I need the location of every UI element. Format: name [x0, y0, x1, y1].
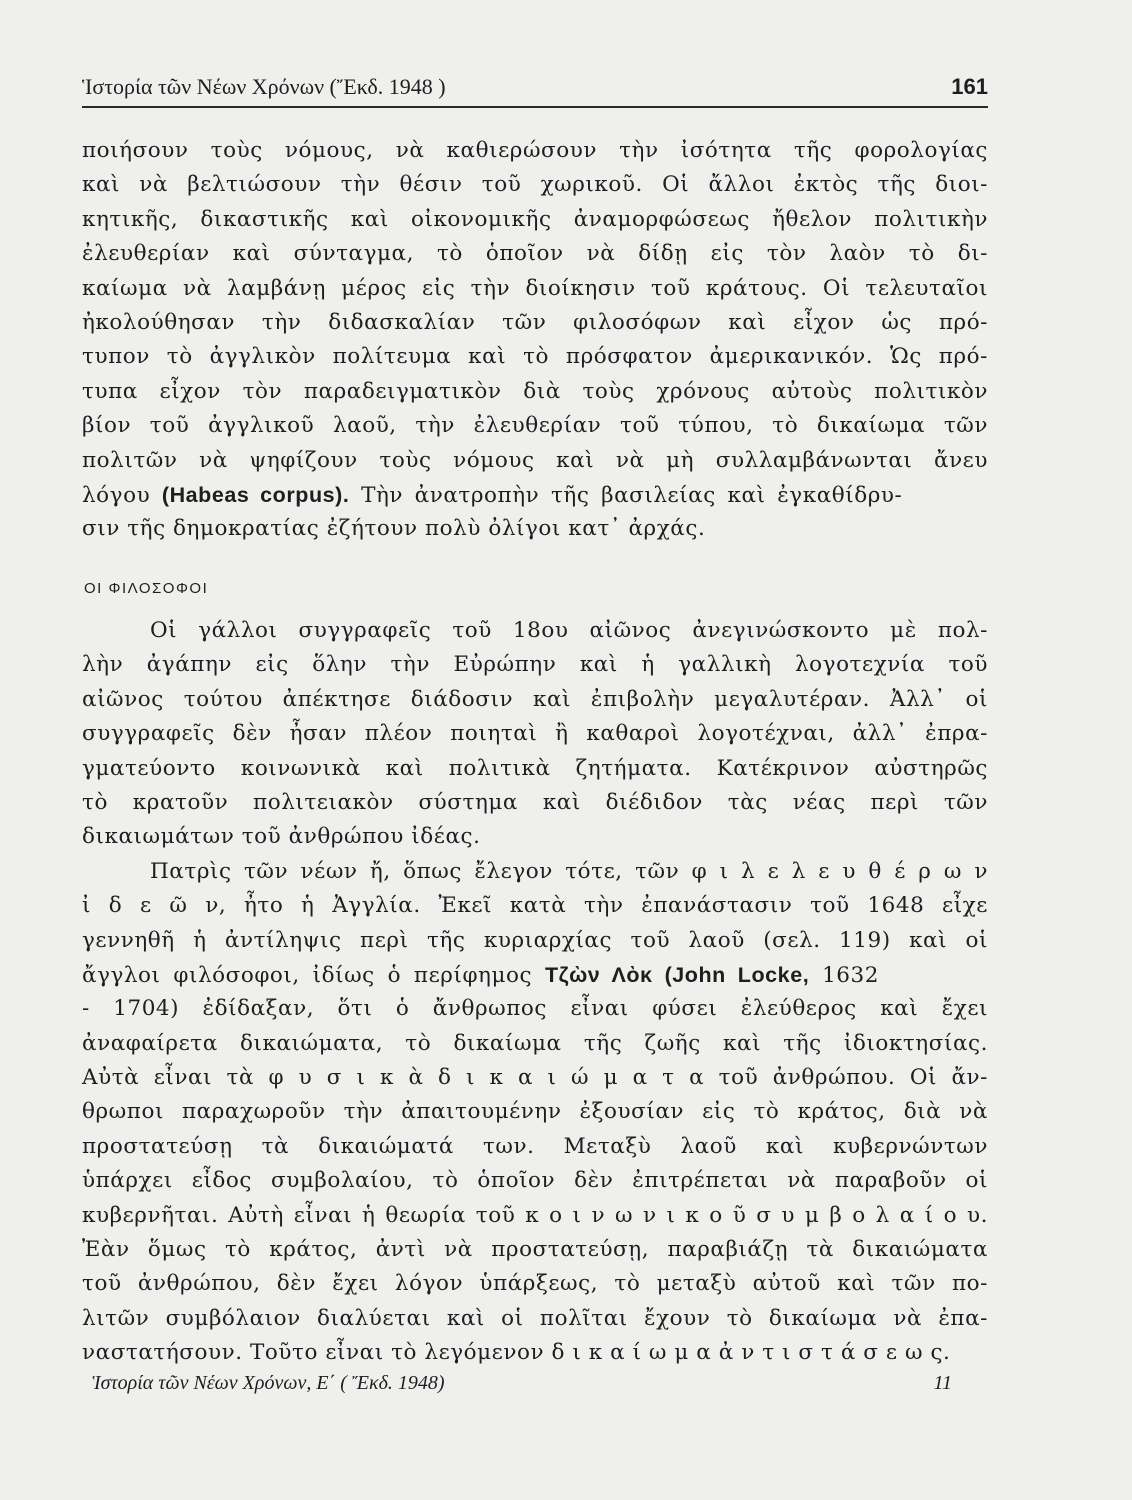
running-title: Ἱστορία τῶν Νέων Χρόνων (Ἔκδ. 1948 ): [82, 74, 446, 99]
habeas-corpus-term: (Habeas corpus).: [161, 482, 350, 507]
text-line: σιν τῆς δημοκρατίας ἐζήτουν πολὺ ὀλίγοι κατ᾿ ἀρχάς.: [82, 516, 706, 542]
text-line: κητικῆς, δικαστικῆς καὶ οἰκονομικῆς ἀναμορφώσεως ἤθελον πολιτικὴν: [82, 206, 988, 232]
text-line: συγγραφεῖς δὲν ἦσαν πλέον ποιηταὶ ἢ καθαροὶ λογοτέχναι, ἀλλ᾿ ἐπρα-: [82, 721, 988, 747]
paragraph-1: [82, 134, 988, 547]
text-line: γεννηθῆ ἡ ἀντίληψις περὶ τῆς κυριαρχίας τοῦ λαοῦ (σελ. 119) καὶ οἱ: [82, 927, 988, 953]
text-line: βίον τοῦ ἀγγλικοῦ λαοῦ, τὴν ἐλευθερίαν τοῦ τύπου, τὸ δικαίωμα τῶν: [82, 413, 988, 439]
text-line: τοῦ ἀνθρώπου, δὲν ἔχει λόγον ὑπάρξεως, τὸ μεταξὺ αὐτοῦ καὶ τῶν πο-: [82, 1271, 988, 1297]
text-line: λιτῶν συμβόλαιον διαλύεται καὶ οἱ πολῖται ἔχουν τὸ δικαίωμα νὰ ἐπα-: [82, 1305, 988, 1331]
john-locke-name: Τζὼν Λὸκ (John Locke,: [544, 962, 810, 987]
text-line: Οἱ γάλλοι συγγραφεῖς τοῦ 18ου αἰῶνος ἀνεγινώσκοντο μὲ πολ-: [150, 618, 988, 643]
text-line: τυπα εἶχον τὸν παραδειγματικὸν διὰ τοὺς χρόνους αὐτοὺς πολιτικὸν: [82, 378, 988, 404]
text-line: κυβερνῆται. Αὐτὴ εἶναι ἡ θεωρία τοῦ κ ο ι ν ω ν ι κ ο ῦ σ υ μ β ο λ α ί ο υ.: [82, 1202, 988, 1228]
text-line: Αὐτὰ εἶναι τὰ φ υ σ ι κ ὰ δ ι κ α ι ώ μ α τ α τοῦ ἀνθρώπου. Οἱ ἄν-: [82, 1065, 988, 1091]
text-line: Ἐὰν ὅμως τὸ κράτος, ἀντὶ νὰ προστατεύσῃ, παραβιάζῃ τὰ δικαιώματα: [82, 1237, 988, 1263]
text-line: ἰ δ ε ῶ ν, ἦτο ἡ Ἀγγλία. Ἐκεῖ κατὰ τὴν ἐπανάστασιν τοῦ 1648 εἶχε: [82, 893, 988, 919]
text-fragment: λόγου: [82, 482, 151, 508]
text-line: δικαιωμάτων τοῦ ἀνθρώπου ἰδέας.: [82, 824, 481, 850]
text-line: ναστατήσουν. Τοῦτο εἶναι τὸ λεγόμενον δ ι κ α ί ω μ α ἀ ν τ ι σ τ ά σ ε ω ς.: [82, 1340, 951, 1366]
paragraph-2-and-3: [82, 614, 988, 1371]
text-line: ἠκολούθησαν τὴν διδασκαλίαν τῶν φιλοσόφων καὶ εἶχον ὡς πρό-: [82, 309, 988, 335]
sheet-number: 11: [933, 1372, 952, 1394]
text-line: καὶ νὰ βελτιώσουν τὴν θέσιν τοῦ χωρικοῦ. Οἱ ἄλλοι ἐκτὸς τῆς διοι-: [82, 172, 988, 198]
text-line: ποιήσουν τοὺς νόμους, νὰ καθιερώσουν τὴν ἰσότητα τῆς φορολογίας: [82, 138, 988, 163]
signature-footer: [92, 1372, 952, 1402]
text-line: καίωμα νὰ λαμβάνῃ μέρος εἰς τὴν διοίκησιν τοῦ κράτους. Οἱ τελευταῖοι: [82, 275, 988, 301]
text-line: [82, 478, 988, 512]
section-heading: ΟΙ ΦΙΛΟΣΟΦΟΙ: [84, 580, 209, 597]
text-line: πολιτῶν νὰ ψηφίζουν τοὺς νόμους καὶ νὰ μὴ συλλαμβάνωνται ἄνευ: [82, 447, 988, 473]
page-number: 161: [951, 74, 988, 99]
text-fragment: ἄγγλοι φιλόσοφοι, ἰδίως ὁ περίφημος: [82, 962, 533, 988]
text-line: προστατεύσῃ τὰ δικαιώματά των. Μεταξὺ λαοῦ καὶ κυβερνώντων: [82, 1133, 988, 1159]
text-line: ἀναφαίρετα δικαιώματα, τὸ δικαίωμα τῆς ζωῆς καὶ τῆς ἰδιοκτησίας.: [82, 1030, 988, 1056]
text-line: - 1704) ἐδίδαξαν, ὅτι ὁ ἄνθρωπος εἶναι φύσει ἐλεύθερος καὶ ἔχει: [82, 996, 988, 1022]
text-line: τὸ κρατοῦν πολιτειακὸν σύστημα καὶ διέδιδον τὰς νέας περὶ τῶν: [82, 789, 988, 815]
running-header: [82, 70, 988, 108]
text-line: γματεύοντο κοινωνικὰ καὶ πολιτικὰ ζητήματα. Κατέκρινον αὐστηρῶς: [82, 755, 988, 781]
text-line: θρωποι παραχωροῦν τὴν ἀπαιτουμένην ἐξουσίαν εἰς τὸ κράτος, διὰ νὰ: [82, 1099, 988, 1125]
text-line: τυπον τὸ ἀγγλικὸν πολίτευμα καὶ τὸ πρόσφατον ἀμερικανικόν. Ὡς πρό-: [82, 344, 988, 370]
text-line: Πατρὶς τῶν νέων ἤ, ὅπως ἔλεγον τότε, τῶν φ ι λ ε λ ε υ θ έ ρ ω ν: [150, 858, 988, 884]
text-line: λὴν ἀγάπην εἰς ὅλην τὴν Εὐρώπην καὶ ἡ γαλλικὴ λογοτεχνία τοῦ: [82, 652, 988, 678]
text-line: ἐλευθερίαν καὶ σύνταγμα, τὸ ὁποῖον νὰ δίδῃ εἰς τὸν λαὸν τὸ δι-: [82, 241, 988, 267]
text-fragment: 1632: [822, 962, 879, 988]
footer-signature: Ἱστορία τῶν Νέων Χρόνων, Ε΄ ( Ἔκδ. 1948): [92, 1372, 445, 1394]
text-fragment: Τὴν ἀνατροπὴν τῆς βασιλείας καὶ ἐγκαθίδρυ-: [361, 482, 903, 508]
text-line: ὑπάρχει εἶδος συμβολαίου, τὸ ὁποῖον δὲν ἐπιτρέπεται νὰ παραβοῦν οἱ: [82, 1168, 988, 1194]
text-line: [82, 958, 988, 992]
text-line: αἰῶνος τούτου ἀπέκτησε διάδοσιν καὶ ἐπιβολὴν μεγαλυτέραν. Ἀλλ᾿ οἱ: [82, 686, 988, 712]
